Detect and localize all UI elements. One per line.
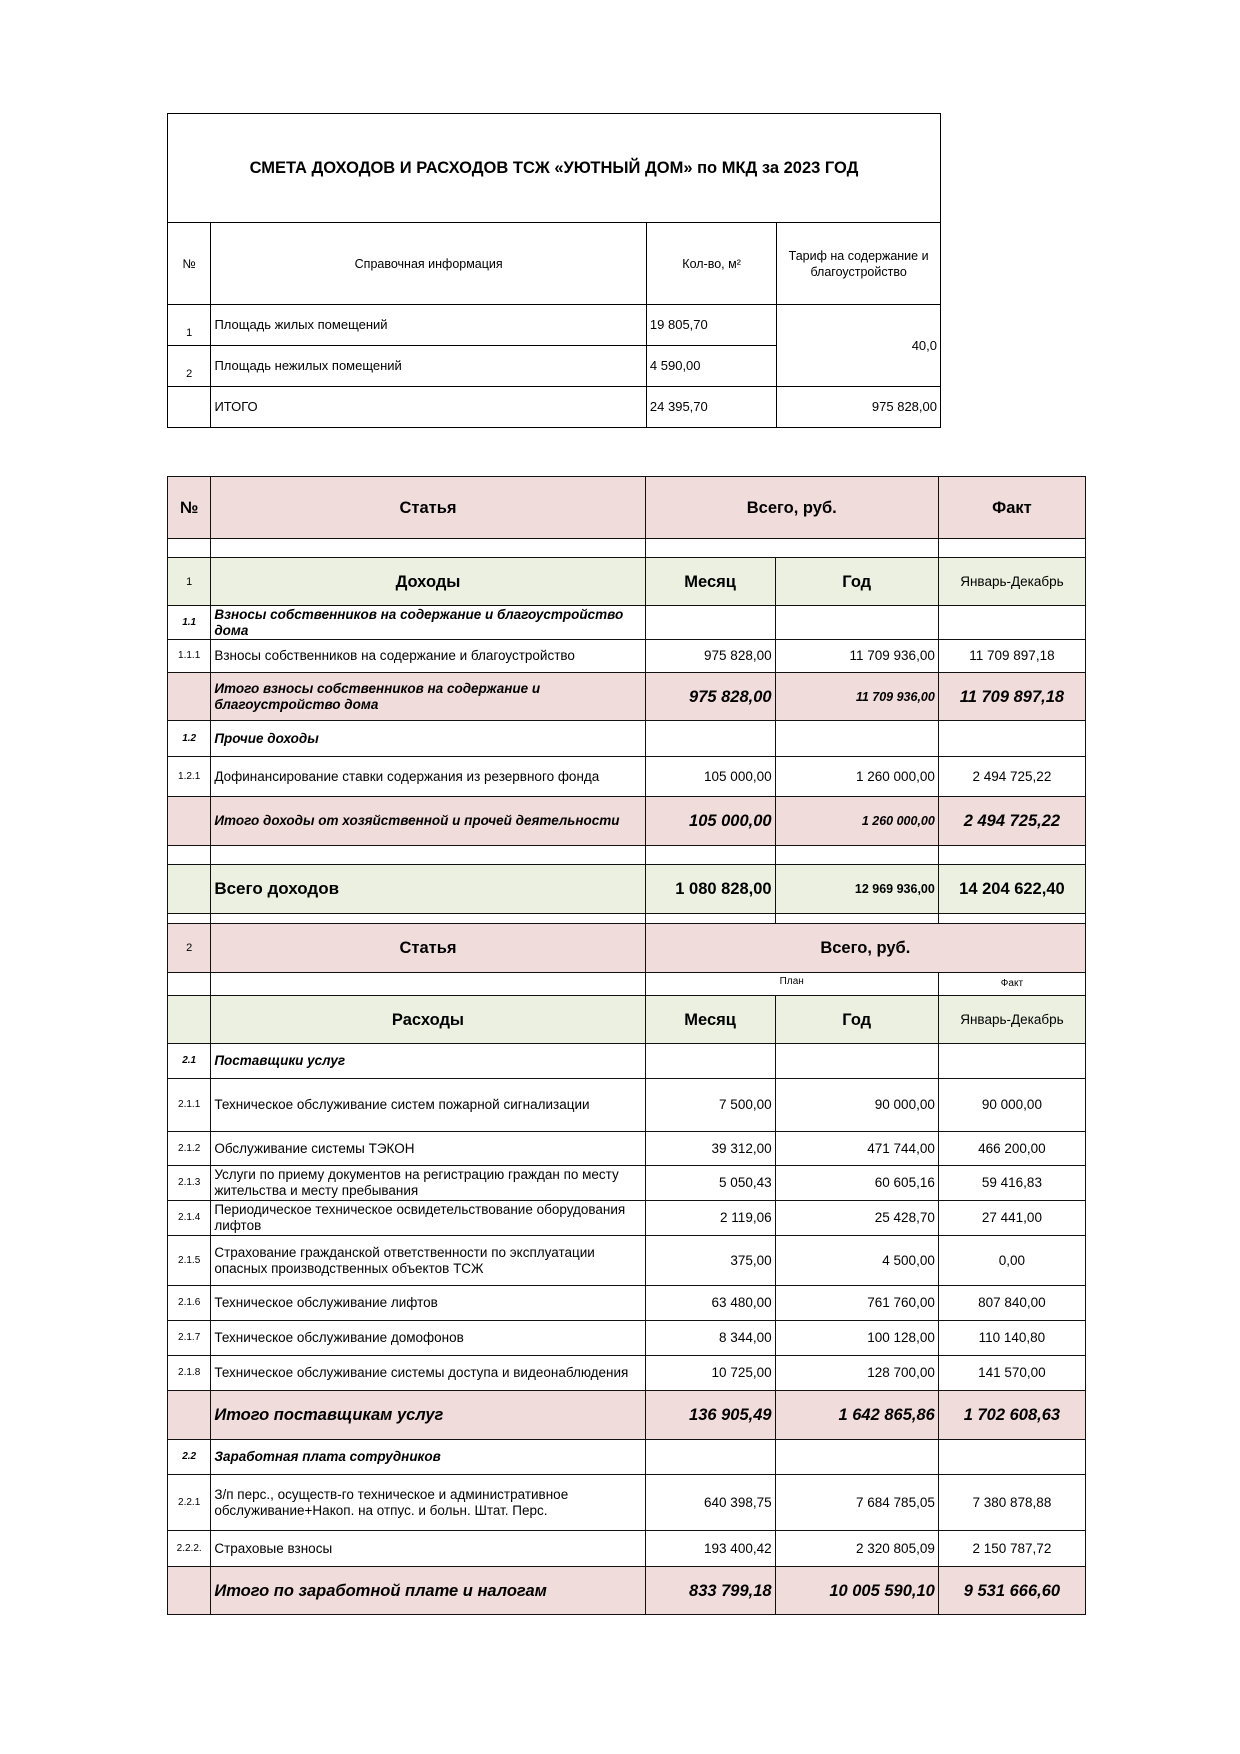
table-row	[168, 1132, 1086, 1166]
row-month: 375,00	[645, 1236, 775, 1286]
subtotal-fact: 9 531 666,60	[938, 1567, 1085, 1615]
subtotal-row	[168, 673, 1086, 721]
section-row	[168, 1440, 1086, 1475]
section-row	[168, 606, 1086, 640]
subtotal-year: 11 709 936,00	[775, 673, 938, 721]
section-label: Заработная плата сотрудников	[211, 1440, 645, 1475]
row-month: 7 500,00	[645, 1079, 775, 1132]
row-quantity: 19 805,70	[646, 305, 776, 346]
row-label: З/п перс., осуществ-го техническое и административное обслуживание+Накоп. на отпус. и больн. Штат. Перс.	[211, 1475, 645, 1531]
subtotal-month: 136 905,49	[645, 1391, 775, 1440]
table-row	[168, 640, 1086, 673]
row-fact: 59 416,83	[938, 1166, 1085, 1201]
period-header: Январь-Декабрь	[938, 558, 1085, 606]
row-num: 1	[168, 305, 211, 346]
income-total-month: 1 080 828,00	[645, 865, 775, 914]
row-fact: 110 140,80	[938, 1321, 1085, 1356]
row-month: 193 400,42	[645, 1531, 775, 1567]
month-header: Месяц	[645, 558, 775, 606]
row-month: 63 480,00	[645, 1286, 775, 1321]
row-month: 8 344,00	[645, 1321, 775, 1356]
row-month: 5 050,43	[645, 1166, 775, 1201]
row-year: 761 760,00	[775, 1286, 938, 1321]
row-label: Площадь нежилых помещений	[211, 346, 646, 387]
month-header: Месяц	[645, 996, 775, 1044]
row-year: 128 700,00	[775, 1356, 938, 1391]
section-row	[168, 1044, 1086, 1079]
spacer-row	[168, 846, 1086, 865]
period-header: Январь-Декабрь	[938, 996, 1085, 1044]
row-num: 2.1.4	[168, 1201, 211, 1236]
row-fact: 90 000,00	[938, 1079, 1085, 1132]
income-total-year: 12 969 936,00	[775, 865, 938, 914]
header-fact: Факт	[938, 477, 1085, 539]
row-num: 2.1.5	[168, 1236, 211, 1286]
table-row	[168, 1286, 1086, 1321]
row-year: 100 128,00	[775, 1321, 938, 1356]
row-fact: 11 709 897,18	[938, 640, 1085, 673]
subtotal-year: 1 642 865,86	[775, 1391, 938, 1440]
row-num: 2.2.1	[168, 1475, 211, 1531]
table-row	[168, 1475, 1086, 1531]
income-total-row	[168, 865, 1086, 914]
expenses-section-header	[168, 996, 1086, 1044]
row-fact: 2 494 725,22	[938, 757, 1085, 797]
subtotal-year: 1 260 000,00	[775, 797, 938, 846]
row-num: 2.1.1	[168, 1079, 211, 1132]
row-year: 60 605,16	[775, 1166, 938, 1201]
budget-header-row	[168, 477, 1086, 539]
row-label: Взносы собственников на содержание и благоустройство	[211, 640, 645, 673]
income-num: 1	[168, 558, 211, 606]
table-row	[168, 1166, 1086, 1201]
table-row	[168, 757, 1086, 797]
row-num: 2.1.6	[168, 1286, 211, 1321]
subtotal-label: Итого по заработной плате и налогам	[211, 1567, 645, 1615]
row-label: Периодическое техническое освидетельствование оборудования лифтов	[211, 1201, 645, 1236]
tariff-value: 40,0	[777, 305, 941, 387]
table-row	[168, 1079, 1086, 1132]
row-month: 640 398,75	[645, 1475, 775, 1531]
spacer-row	[168, 914, 1086, 924]
table-row	[168, 305, 941, 346]
plan-fact-row	[168, 973, 1086, 996]
expenses-label: Расходы	[211, 996, 645, 1044]
row-num: 2.1.2	[168, 1132, 211, 1166]
section-label: Прочие доходы	[211, 721, 645, 757]
row-year: 2 320 805,09	[775, 1531, 938, 1567]
income-total-fact: 14 204 622,40	[938, 865, 1085, 914]
row-num: 2.1.3	[168, 1166, 211, 1201]
year-header: Год	[775, 558, 938, 606]
header-article: Статья	[211, 477, 645, 539]
row-label: Техническое обслуживание лифтов	[211, 1286, 645, 1321]
row-fact: 466 200,00	[938, 1132, 1085, 1166]
header-num: №	[168, 477, 211, 539]
row-label: Дофинансирование ставки содержания из резервного фонда	[211, 757, 645, 797]
subtotal-fact: 11 709 897,18	[938, 673, 1085, 721]
row-month: 2 119,06	[645, 1201, 775, 1236]
subtotal-label: Итого доходы от хозяйственной и прочей деятельности	[211, 797, 645, 846]
row-year: 25 428,70	[775, 1201, 938, 1236]
year-header: Год	[775, 996, 938, 1044]
row-month: 39 312,00	[645, 1132, 775, 1166]
subtotal-month: 975 828,00	[645, 673, 775, 721]
table-row	[168, 1531, 1086, 1567]
document-title: СМЕТА ДОХОДОВ И РАСХОДОВ ТСЖ «УЮТНЫЙ ДОМ» по МКД за 2023 ГОД	[168, 114, 941, 223]
subtotal-fact: 2 494 725,22	[938, 797, 1085, 846]
row-label: Техническое обслуживание систем пожарной сигнализации	[211, 1079, 645, 1132]
row-fact: 141 570,00	[938, 1356, 1085, 1391]
income-total-label: Всего доходов	[211, 865, 645, 914]
expenses-num: 2	[168, 924, 211, 973]
row-label: Техническое обслуживание системы доступа и видеонаблюдения	[211, 1356, 645, 1391]
subtotal-month: 105 000,00	[645, 797, 775, 846]
total-label: ИТОГО	[211, 387, 646, 428]
table-row	[168, 1201, 1086, 1236]
row-month: 10 725,00	[645, 1356, 775, 1391]
header-total-rub: Всего, руб.	[645, 477, 938, 539]
total-quantity: 24 395,70	[646, 387, 776, 428]
row-month: 105 000,00	[645, 757, 775, 797]
row-fact: 7 380 878,88	[938, 1475, 1085, 1531]
subtotal-year: 10 005 590,10	[775, 1567, 938, 1615]
row-fact: 27 441,00	[938, 1201, 1085, 1236]
row-label: Площадь жилых помещений	[211, 305, 646, 346]
header-article: Статья	[211, 924, 645, 973]
row-year: 4 500,00	[775, 1236, 938, 1286]
income-section-header	[168, 558, 1086, 606]
row-quantity: 4 590,00	[646, 346, 776, 387]
expenses-header-row	[168, 924, 1086, 973]
subtotal-label: Итого взносы собственников на содержание и благоустройство дома	[211, 673, 645, 721]
header-quantity: Кол-во, м²	[646, 223, 776, 305]
subtotal-fact: 1 702 608,63	[938, 1391, 1085, 1440]
header-tariff: Тариф на содержание и благоустройство	[777, 223, 941, 305]
row-fact: 807 840,00	[938, 1286, 1085, 1321]
subtotal-month: 833 799,18	[645, 1567, 775, 1615]
table-row	[168, 1321, 1086, 1356]
income-label: Доходы	[211, 558, 645, 606]
plan-label: План	[645, 973, 938, 996]
subtotal-label: Итого поставщикам услуг	[211, 1391, 645, 1440]
reference-info-table	[167, 113, 941, 428]
row-label: Услуги по приему документов на регистрацию граждан по месту жительства и месту пребывания	[211, 1166, 645, 1201]
row-label: Страхование гражданской ответственности по эксплуатации опасных производственных объектов ТСЖ	[211, 1236, 645, 1286]
section-num: 1.1	[168, 606, 211, 640]
row-year: 1 260 000,00	[775, 757, 938, 797]
subtotal-row	[168, 1567, 1086, 1615]
row-num: 2.1.8	[168, 1356, 211, 1391]
spacer-row	[168, 539, 1086, 558]
row-year: 11 709 936,00	[775, 640, 938, 673]
row-year: 7 684 785,05	[775, 1475, 938, 1531]
row-num: 2.2.2.	[168, 1531, 211, 1567]
header-num: №	[168, 223, 211, 305]
section-num: 2.2	[168, 1440, 211, 1475]
budget-table	[167, 476, 1086, 1615]
reference-header-row	[168, 223, 941, 305]
section-num: 2.1	[168, 1044, 211, 1079]
row-fact: 2 150 787,72	[938, 1531, 1085, 1567]
section-label: Взносы собственников на содержание и благоустройство дома	[211, 606, 645, 640]
subtotal-row	[168, 797, 1086, 846]
row-num: 2	[168, 346, 211, 387]
row-label: Страховые взносы	[211, 1531, 645, 1567]
row-num: 1.1.1	[168, 640, 211, 673]
fact-label: Факт	[938, 973, 1085, 996]
section-label: Поставщики услуг	[211, 1044, 645, 1079]
row-label: Техническое обслуживание домофонов	[211, 1321, 645, 1356]
table-row	[168, 1236, 1086, 1286]
table-row	[168, 1356, 1086, 1391]
empty-cell	[168, 387, 211, 428]
row-month: 975 828,00	[645, 640, 775, 673]
row-year: 471 744,00	[775, 1132, 938, 1166]
row-year: 90 000,00	[775, 1079, 938, 1132]
row-fact: 0,00	[938, 1236, 1085, 1286]
total-row	[168, 387, 941, 428]
row-num: 1.2.1	[168, 757, 211, 797]
header-reference-info: Справочная информация	[211, 223, 646, 305]
total-amount: 975 828,00	[777, 387, 941, 428]
subtotal-row	[168, 1391, 1086, 1440]
header-total-rub: Всего, руб.	[645, 924, 1085, 973]
row-num: 2.1.7	[168, 1321, 211, 1356]
row-label: Обслуживание системы ТЭКОН	[211, 1132, 645, 1166]
section-row	[168, 721, 1086, 757]
section-num: 1.2	[168, 721, 211, 757]
